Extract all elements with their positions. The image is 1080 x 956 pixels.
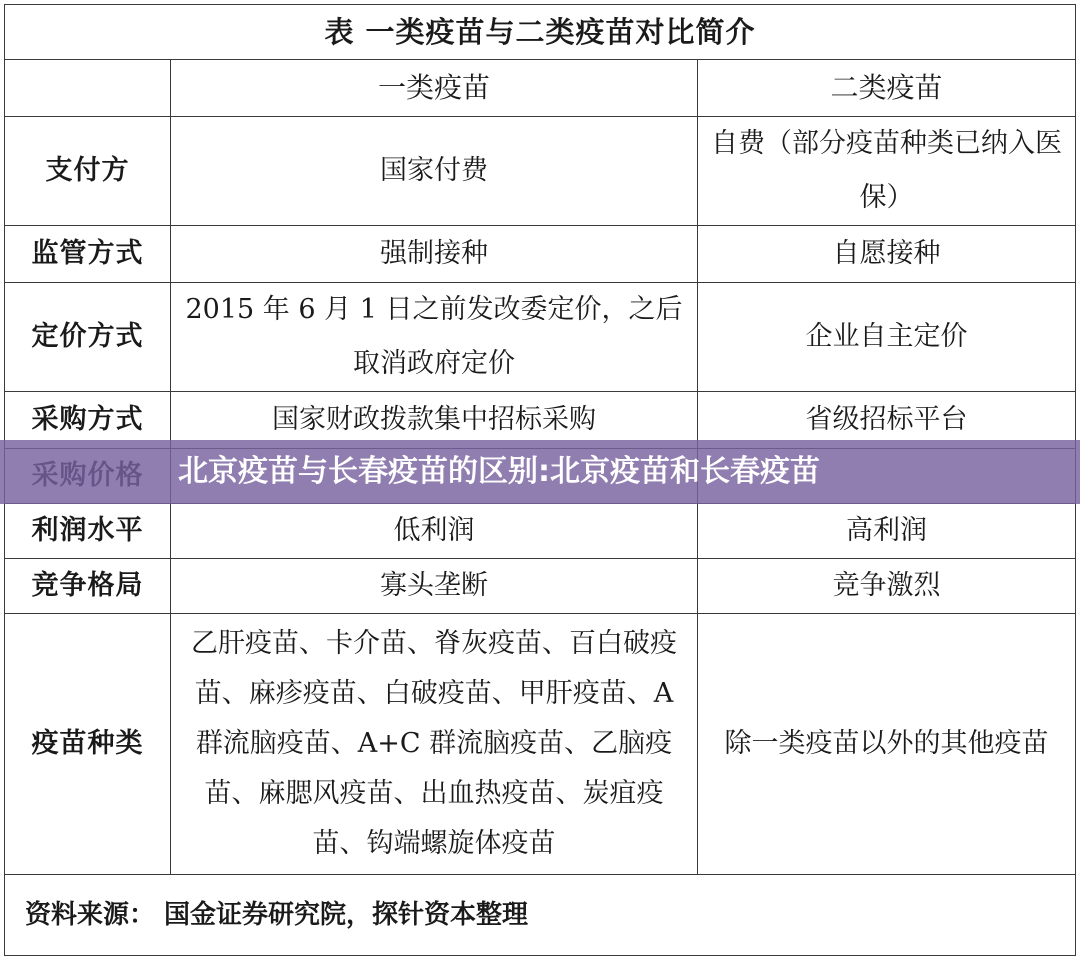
class-two-cell: 自愿接种 <box>698 226 1076 283</box>
header-corner <box>5 60 171 117</box>
table-row <box>5 117 1076 226</box>
table-row <box>5 283 1076 392</box>
class-two-cell: 企业自主定价 <box>698 283 1076 392</box>
title-banner <box>0 440 1080 504</box>
row-label: 采购方式 <box>5 392 171 449</box>
row-label: 监管方式 <box>5 226 171 283</box>
row-label: 支付方 <box>5 117 171 226</box>
banner-title: 北京疫苗与长春疫苗的区别:北京疫苗和长春疫苗 <box>178 454 820 489</box>
row-label: 疫苗种类 <box>5 614 171 875</box>
table-title-row <box>5 5 1076 60</box>
table-row <box>5 226 1076 283</box>
class-two-cell: 竞争激烈 <box>698 559 1076 614</box>
table-row <box>5 614 1076 875</box>
header-class-one: 一类疫苗 <box>171 60 698 117</box>
header-class-two: 二类疫苗 <box>698 60 1076 117</box>
table-source-row <box>5 875 1076 956</box>
row-label: 定价方式 <box>5 283 171 392</box>
table-row <box>5 504 1076 559</box>
table-header-row <box>5 60 1076 117</box>
row-label: 竞争格局 <box>5 559 171 614</box>
class-one-cell: 低利润 <box>171 504 698 559</box>
class-two-cell: 省级招标平台 <box>698 392 1076 449</box>
class-one-cell: 寡头垄断 <box>171 559 698 614</box>
class-one-cell: 国家付费 <box>171 117 698 226</box>
class-two-cell: 自费（部分疫苗种类已纳入医保） <box>698 117 1076 226</box>
class-one-cell: 强制接种 <box>171 226 698 283</box>
table-row <box>5 559 1076 614</box>
table-title: 表 一类疫苗与二类疫苗对比简介 <box>5 5 1076 60</box>
class-one-cell: 国家财政拨款集中招标采购 <box>171 392 698 449</box>
class-two-cell: 除一类疫苗以外的其他疫苗 <box>698 614 1076 875</box>
class-two-cell: 高利润 <box>698 504 1076 559</box>
row-label: 利润水平 <box>5 504 171 559</box>
class-one-cell: 乙肝疫苗、卡介苗、脊灰疫苗、百白破疫苗、麻疹疫苗、白破疫苗、甲肝疫苗、A 群流脑疫苗、A+C 群流脑疫苗、乙脑疫苗、麻腮风疫苗、出血热疫苗、炭疽疫苗、钩端螺旋体疫苗 <box>171 614 698 875</box>
class-one-cell: 2015 年 6 月 1 日之前发改委定价，之后取消政府定价 <box>171 283 698 392</box>
source-note: 资料来源： 国金证券研究院，探针资本整理 <box>5 875 1076 956</box>
